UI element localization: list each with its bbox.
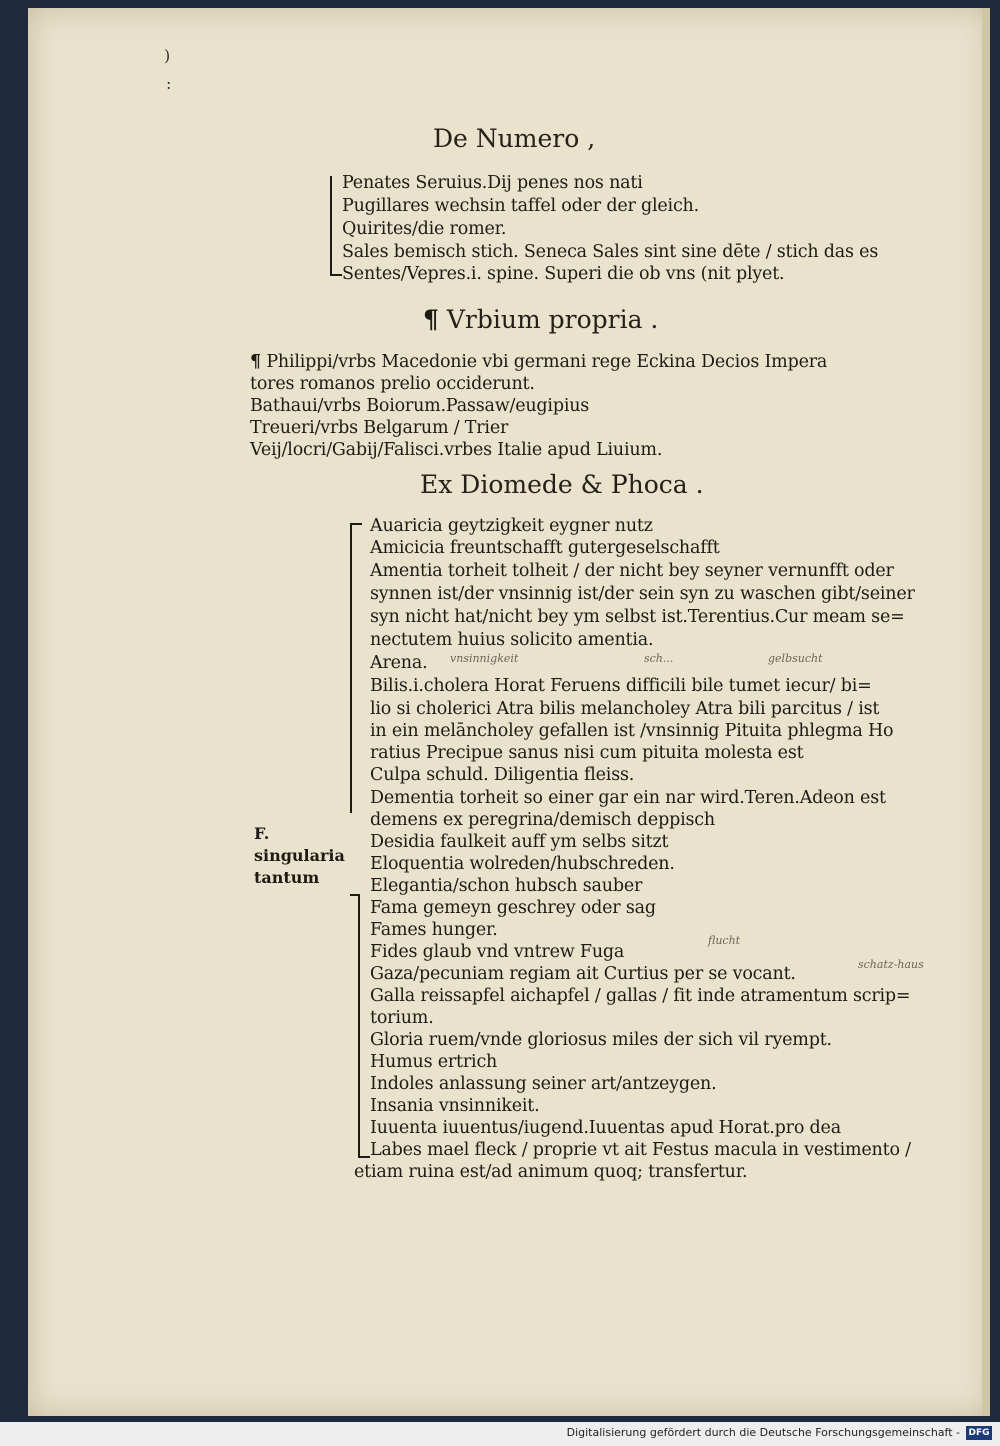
text-line: torium.: [370, 1008, 434, 1028]
text-line: Humus ertrich: [370, 1052, 498, 1072]
book-page: [28, 8, 990, 1416]
text-line: Penates Seruius.Dij penes nos nati: [342, 173, 643, 193]
margin-note-line: F.: [254, 824, 270, 843]
text-line: Fides glaub vnd vntrew Fuga: [370, 942, 625, 962]
text-line: Pugillares wechsin taffel oder der gleich.: [342, 196, 699, 216]
text-line: Galla reissapfel aichapfel / gallas / fit inde atramentum scrip=: [370, 986, 911, 1006]
text-line: Fames hunger.: [370, 920, 498, 940]
text-line: Elegantia/schon hubsch sauber: [370, 876, 643, 896]
text-line: Iuuenta iuuentus/iugend.Iuuentas apud Horat.pro dea: [370, 1118, 841, 1138]
text-line: Fama gemeyn geschrey oder sag: [370, 898, 656, 918]
section-heading: [423, 305, 658, 334]
text-line: tores romanos prelio occiderunt.: [250, 374, 535, 394]
text-line: etiam ruina est/ad animum quoq; transfertur.: [354, 1162, 748, 1182]
bracket-foot: [358, 1156, 370, 1158]
text-line: Culpa schuld. Diligentia fleiss.: [370, 765, 635, 785]
text-line: Sales bemisch stich. Seneca Sales sint sine dēte / stich das es: [342, 242, 879, 262]
text-line: demens ex peregrina/demisch deppisch: [370, 810, 715, 830]
text-line: Treueri/vrbs Belgarum / Trier: [250, 418, 509, 438]
text-line: Quirites/die romer.: [342, 219, 507, 239]
bracket: [350, 523, 352, 813]
text-line: [250, 352, 827, 372]
handwritten-note: schatz-haus: [858, 958, 924, 971]
text-line: Desidia faulkeit auff ym selbs sitzt: [370, 832, 669, 852]
text-line: Amentia torheit tolheit / der nicht bey seyner vernunfft oder: [370, 561, 894, 581]
text-line: Labes mael fleck / proprie vt ait Festus macula in vestimento /: [370, 1140, 911, 1160]
section-heading-text: Vrbium propria .: [446, 305, 659, 334]
text-line: Veij/locri/Gabij/Falisci.vrbes Italie apud Liuium.: [250, 440, 663, 460]
dfg-logo-icon: DFG: [966, 1426, 992, 1440]
text-line: synnen ist/der vnsinnig ist/der sein syn zu waschen gibt/seiner: [370, 584, 915, 604]
text-line: Auaricia geytzigkeit eygner nutz: [370, 516, 653, 536]
footer-credit: Digitalisierung gefördert durch die Deutsche Forschungsgemeinschaft -: [566, 1426, 960, 1439]
handwritten-note: gelbsucht: [768, 652, 823, 665]
bracket: [358, 894, 360, 1156]
bracket: [330, 176, 332, 274]
text-line: in ein melāncholey gefallen ist /vnsinnig Pituita phlegma Ho: [370, 721, 894, 741]
text-line: Indoles anlassung seiner art/antzeygen.: [370, 1074, 717, 1094]
handwritten-note: sch...: [644, 652, 674, 665]
text-line: Arena.: [370, 653, 428, 673]
text-line: syn nicht hat/nicht bey ym selbst ist.Terentius.Cur meam se=: [370, 607, 905, 627]
section-heading: Ex Diomede & Phoca .: [420, 470, 704, 499]
footer-bar: [0, 1422, 1000, 1446]
text-line: Gloria ruem/vnde gloriosus miles der sich vil ryempt.: [370, 1030, 832, 1050]
pilcrow-icon: ¶: [250, 352, 261, 372]
bracket-foot: [330, 274, 342, 276]
text-line: Dementia torheit so einer gar ein nar wird.Teren.Adeon est: [370, 788, 886, 808]
text-line: Gaza/pecuniam regiam ait Curtius per se vocant.: [370, 964, 796, 984]
text-line: Insania vnsinnikeit.: [370, 1096, 540, 1116]
text-line: Bilis.i.cholera Horat Feruens difficili bile tumet iecur/ bi=: [370, 676, 872, 696]
text-line: Sentes/Vepres.i. spine. Superi die ob vns (nit plyet.: [342, 264, 785, 284]
text-line: Eloquentia wolreden/hubschreden.: [370, 854, 675, 874]
text-line: lio si cholerici Atra bilis melancholey Atra bili parcitus / ist: [370, 699, 880, 719]
text-line: Amicicia freuntschafft gutergeselschafft: [370, 538, 720, 558]
text-line: Bathaui/vrbs Boiorum.Passaw/eugipius: [250, 396, 590, 416]
text-line: ratius Precipue sanus nisi cum pituita molesta est: [370, 743, 804, 763]
page-edge: [982, 8, 990, 1416]
margin-note-line: singularia: [254, 846, 345, 865]
margin-note: [254, 823, 345, 889]
pilcrow-icon: ¶: [423, 305, 439, 334]
text-line-content: Philippi/vrbs Macedonie vbi germani rege Eckina Decios Impera: [266, 352, 828, 372]
handwritten-note: vnsinnigkeit: [450, 652, 519, 665]
page-title: De Numero ,: [433, 124, 596, 153]
margin-mark: :: [166, 74, 172, 93]
handwritten-note: flucht: [708, 934, 741, 947]
text-line: nectutem huius solicito amentia.: [370, 630, 654, 650]
margin-note-line: tantum: [254, 868, 320, 887]
margin-mark: ): [164, 46, 171, 65]
